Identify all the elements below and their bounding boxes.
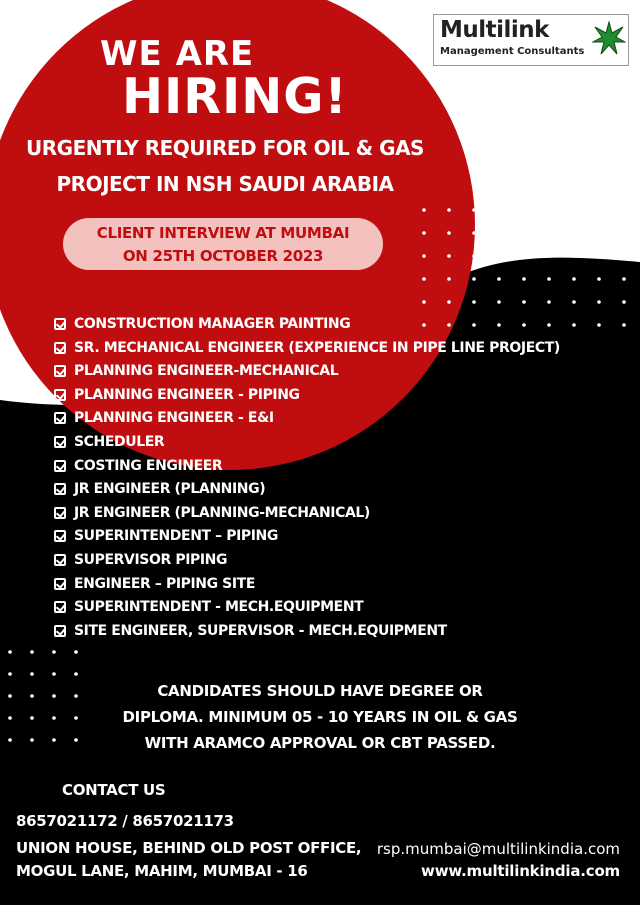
checkbox-icon: [54, 389, 66, 401]
checkbox-icon: [54, 530, 66, 542]
decorative-dot: [597, 254, 601, 258]
job-title: SUPERINTENDENT - MECH.EQUIPMENT: [74, 599, 364, 616]
decorative-dot: [52, 672, 56, 676]
job-list-item: [54, 596, 363, 618]
decorative-dot: [547, 208, 551, 212]
decorative-dot: [472, 323, 476, 327]
checkbox-icon: [54, 436, 66, 448]
decorative-dot: [497, 254, 501, 258]
decorative-dot: [572, 323, 576, 327]
decorative-dot: [522, 323, 526, 327]
decorative-dot: [522, 300, 526, 304]
job-title: SITE ENGINEER, SUPERVISOR - MECH.EQUIPMENT: [74, 622, 447, 639]
project-line-1: URGENTLY REQUIRED FOR OIL & GAS: [26, 136, 424, 160]
job-list-item: [54, 384, 300, 406]
job-title: JR ENGINEER (PLANNING-MECHANICAL): [74, 504, 370, 521]
job-list-item: [54, 502, 370, 524]
decorative-dot: [622, 254, 626, 258]
decorative-dot: [422, 300, 426, 304]
decorative-dot: [497, 300, 501, 304]
job-list-item: [54, 431, 164, 453]
job-list-item: [54, 407, 274, 429]
decorative-dot: [547, 323, 551, 327]
contact-heading: CONTACT US: [62, 781, 166, 799]
requirements-line-1: CANDIDATES SHOULD HAVE DEGREE OR: [157, 682, 483, 700]
job-list-item: [54, 620, 447, 642]
decorative-dot: [522, 208, 526, 212]
job-title: CONSTRUCTION MANAGER PAINTING: [74, 316, 351, 332]
contact-phones: 8657021172 / 8657021173: [16, 812, 234, 830]
decorative-dot: [422, 231, 426, 235]
decorative-dot: [74, 672, 78, 676]
job-list-item: [54, 549, 227, 571]
contact-address-line-1: UNION HOUSE, BEHIND OLD POST OFFICE,: [16, 839, 362, 857]
decorative-dot: [52, 650, 56, 654]
decorative-dot: [472, 277, 476, 281]
job-title: JR ENGINEER (PLANNING): [74, 481, 266, 498]
job-title: ENGINEER – PIPING SITE: [74, 575, 255, 592]
checkbox-icon: [54, 554, 66, 566]
star-icon: [592, 21, 626, 57]
decorative-dot: [572, 277, 576, 281]
decorative-dot: [622, 277, 626, 281]
logo-name: Multilink: [440, 17, 549, 43]
decorative-dot: [572, 300, 576, 304]
checkbox-icon: [54, 342, 66, 354]
job-title: SR. MECHANICAL ENGINEER (EXPERIENCE IN PIPE LINE PROJECT): [74, 339, 560, 356]
decorative-dot: [30, 672, 34, 676]
contact-website: www.multilinkindia.com: [421, 862, 620, 880]
decorative-dot: [597, 231, 601, 235]
headline-hiring: HIRING!: [122, 68, 348, 125]
checkbox-icon: [54, 412, 66, 424]
decorative-dot: [447, 208, 451, 212]
checkbox-icon: [54, 318, 66, 330]
decorative-dot: [447, 300, 451, 304]
requirements-line-3: WITH ARAMCO APPROVAL OR CBT PASSED.: [144, 734, 496, 752]
decorative-dot: [572, 254, 576, 258]
contact-address-line-2: MOGUL LANE, MAHIM, MUMBAI - 16: [16, 862, 308, 880]
checkbox-icon: [54, 460, 66, 472]
decorative-dot: [472, 208, 476, 212]
decorative-dot: [597, 300, 601, 304]
job-list-item: [54, 573, 255, 595]
decorative-dot: [422, 254, 426, 258]
decorative-dot: [547, 277, 551, 281]
checkbox-icon: [54, 507, 66, 519]
decorative-dot: [622, 300, 626, 304]
contact-email: rsp.mumbai@multilinkindia.com: [376, 840, 620, 858]
decorative-dot: [447, 231, 451, 235]
decorative-dot: [8, 650, 12, 654]
interview-date: ON 25TH OCTOBER 2023: [122, 247, 324, 265]
interview-badge: [63, 218, 383, 270]
decorative-dot: [447, 323, 451, 327]
decorative-dot: [8, 672, 12, 676]
checkbox-icon: [54, 625, 66, 637]
decorative-dot: [497, 231, 501, 235]
decorative-dot: [497, 277, 501, 281]
checkbox-icon: [54, 365, 66, 377]
decorative-dot: [447, 277, 451, 281]
project-line-2: PROJECT IN NSH SAUDI ARABIA: [56, 172, 394, 196]
decorative-dot: [597, 277, 601, 281]
decorative-dot: [547, 254, 551, 258]
checkbox-icon: [54, 601, 66, 613]
job-title: COSTING ENGINEER: [74, 457, 223, 474]
job-list-item: [54, 337, 560, 359]
job-list-item: [54, 478, 265, 500]
decorative-dot: [447, 254, 451, 258]
decorative-dot: [497, 208, 501, 212]
decorative-dot: [597, 323, 601, 327]
job-title: PLANNING ENGINEER-MECHANICAL: [74, 363, 339, 380]
job-title: SUPERVISOR PIPING: [74, 552, 228, 568]
company-logo: [433, 14, 629, 66]
decorative-dot: [472, 231, 476, 235]
decorative-dot: [472, 254, 476, 258]
job-list-item: [54, 360, 338, 382]
job-title: SUPERINTENDENT – PIPING: [74, 528, 278, 545]
job-list-item: [54, 455, 222, 477]
requirements-line-2: DIPLOMA. MINIMUM 05 - 10 YEARS IN OIL & GAS: [122, 708, 518, 726]
decorative-dot: [522, 277, 526, 281]
decorative-dot: [422, 323, 426, 327]
interview-location: CLIENT INTERVIEW AT MUMBAI: [96, 224, 350, 242]
decorative-dot: [74, 650, 78, 654]
job-list-item: [54, 525, 278, 547]
headline-we-are: WE ARE: [100, 34, 255, 74]
decorative-dot: [422, 277, 426, 281]
decorative-dot: [547, 231, 551, 235]
decorative-dot: [472, 300, 476, 304]
decorative-dot: [572, 231, 576, 235]
job-title: SCHEDULER: [74, 434, 165, 450]
job-list-item: [54, 313, 350, 335]
decorative-dot: [547, 300, 551, 304]
decorative-dot: [522, 231, 526, 235]
job-title: PLANNING ENGINEER - PIPING: [74, 386, 300, 403]
logo-subtitle: Management Consultants: [440, 46, 585, 57]
decorative-dot: [622, 323, 626, 327]
decorative-dot: [422, 208, 426, 212]
job-title: PLANNING ENGINEER - E&I: [74, 410, 274, 427]
decorative-dot: [522, 254, 526, 258]
checkbox-icon: [54, 483, 66, 495]
checkbox-icon: [54, 578, 66, 590]
decorative-dot: [30, 650, 34, 654]
decorative-dot: [497, 323, 501, 327]
